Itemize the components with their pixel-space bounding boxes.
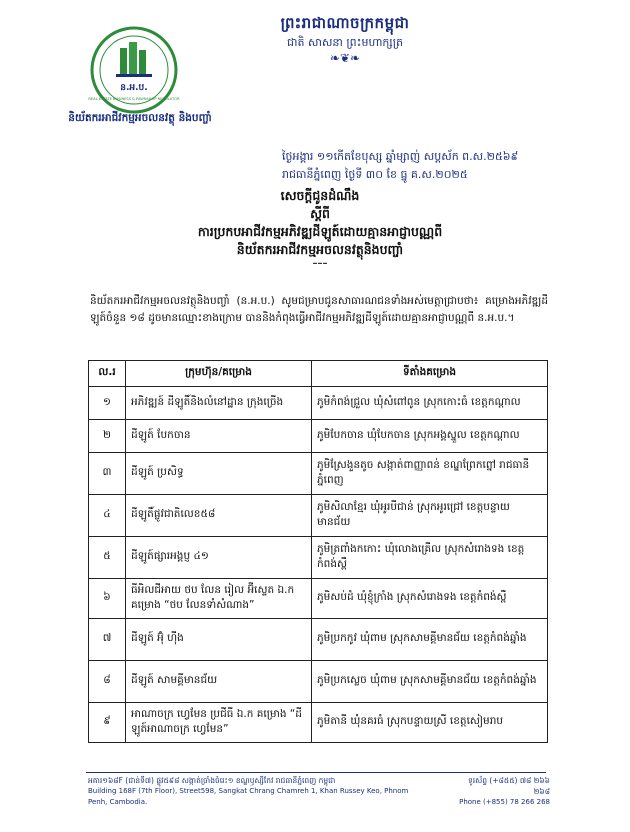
phone-english: Phone (+855) 78 266 268 — [459, 798, 550, 806]
row-number: ៦ — [89, 579, 126, 619]
footer-divider — [86, 772, 546, 773]
table-row — [89, 453, 548, 495]
row-location: ភូមិសប់ដំ ឃុំខ្ញុំក្រាំង ស្រុកសំរោងទង ខេត្តកំពង់ស្ពឺ — [312, 579, 548, 619]
kingdom-line-2: ជាតិ សាសនា ព្រះមហាក្សត្រ — [287, 36, 403, 49]
table-row — [89, 579, 548, 619]
row-number: ៩ — [89, 703, 126, 743]
row-number: ៣ — [89, 453, 126, 495]
table-row — [89, 703, 548, 743]
footer-phone — [450, 775, 550, 808]
row-number: ២ — [89, 420, 126, 453]
row-name: ដីឡូត៍ បែកចាន — [126, 420, 312, 453]
row-name: ដីឡូត៍ ប្រសិទ្ធ — [126, 453, 312, 495]
row-location: ភូមិត្រពាំងកកោះ ឃុំលោងគ្រើល ស្រុកសំរោងទង ខេត្តកំពង់ស្ពឺ — [312, 537, 548, 579]
lunar-date: ថ្ងៃអង្គារ ១១កើតខែបុស្ស ឆ្នាំម្សាញ់ សប្តស័ក ព.ស.២៥៦៩ — [282, 150, 519, 163]
title-line-1: សេចក្តីជូនដំណឹង — [280, 188, 360, 203]
organization-name: និយ័តករអាជីវកម្មអចលនវត្ថុ និងបញ្ចាំ — [68, 112, 212, 124]
projects-table — [88, 360, 548, 743]
footer-address — [88, 775, 418, 808]
row-name: អភិវឌ្ឍន៍ ដីឡូតិ៍និងលំនៅដ្ឋាន ក្រុងច្រើង — [126, 387, 312, 420]
title-line-2: ស្តីពី — [310, 206, 330, 221]
table-row — [89, 537, 548, 579]
solar-date: រាជធានីភ្នំពេញ ថ្ងៃទី ៣០ ខែ ធ្នូ គ.ស.២០២៥ — [282, 168, 468, 181]
row-number: ៥ — [89, 537, 126, 579]
table-row — [89, 495, 548, 537]
row-location: ភូមិបែកចាន ឃុំបែកចាន ស្រុកអង្គស្នួល ខេត្តកណ្តាល — [312, 420, 548, 453]
title-line-3: ការប្រកបអាជីវកម្មអភិវឌ្ឍដីឡូត៍ដោយគ្មានអាជ្ញាបណ្ណពី — [197, 224, 443, 239]
organization-logo — [88, 24, 180, 116]
row-name: ដីឡូត៍ អ៊ុំ ហ៊ីង — [126, 619, 312, 661]
row-location: ភូមិប្រកស្លេច ឃុំពាម ស្រុកសាមគ្គីមានជ័យ ខេត្តកំពង់ឆ្នាំង — [312, 661, 548, 703]
row-location: ភូមិតានី ឃុំនគរធំ ស្រុកបន្ទាយស្រី ខេត្តសៀមរាប — [312, 703, 548, 743]
header-location: ទីតាំងគម្រោង — [312, 361, 548, 387]
row-number: ៨ — [89, 661, 126, 703]
title-divider: ––– — [312, 258, 328, 269]
address-khmer: អគារ១៦៨F (ជាន់ទី៧) ផ្លូវ៥៩៨ សង្កាត់ច្រាំងចំរេះ១ ខណ្ឌឫស្សីកែវ រាជធានីភ្នំពេញ កម្ពុជា — [88, 776, 336, 785]
table-row — [89, 387, 548, 420]
header-company: ក្រុមហ៊ុន/គម្រោង — [126, 361, 312, 387]
row-number: ១ — [89, 387, 126, 420]
logo-abbr: ន.អ.ប. — [120, 83, 148, 93]
table-row — [89, 661, 548, 703]
phone-khmer: ទូរស័ព្ទ (+៨៥៥) ៧៨ ២៦៦ ២៦៨ — [467, 776, 550, 796]
row-name: អាណាចក្រ ហ្វេមែន ប្រជីធី ឯ.ក គម្រោង “ដីឡូត៍អាណាចក្រ ហ្វេមែន” — [126, 703, 312, 743]
row-location: ភូមិកំពង់ជ្រួល ឃុំសំពៅពូន ស្រុកកោះធំ ខេត្តកណ្តាល — [312, 387, 548, 420]
table-row — [89, 420, 548, 453]
row-name: ធីអិលជីអាយ ថប លែន រៀល អ៊ីស្ទេត ឯ.ក គម្រោង “ថប លែនទាំសំណាង” — [126, 579, 312, 619]
row-number: ៧ — [89, 619, 126, 661]
row-number: ៤ — [89, 495, 126, 537]
notice-title — [160, 187, 480, 269]
kingdom-header — [215, 12, 475, 64]
kingdom-line-1: ព្រះរាជាណាចក្រកម្ពុជា — [280, 14, 410, 32]
row-name: ដីឡូតិ៍ផ្លូវជាតិលេខ៥៨ — [126, 495, 312, 537]
table-header-row — [89, 361, 548, 387]
intro-paragraph: និយ័តករអាជីវកម្មអចលនវត្ថុនិងបញ្ចាំ (ន.អ.ប.) សូមជម្រាបជូនសាធារណជនទាំងអស់មេត្តាជ្រាបថា៖ គម្រោងអភិវឌ្ឍដីឡូត៍ចំនួន ១៨ ដូចមានឈ្មោះខាងក្រោម បាននិងកំពុងធ្វើអាជីវកម្មអភិវឌ្ឍដីឡូត៍ដោយគ្មានអាជ្ញាបណ្ណពី ន.អ.ប.។ — [90, 295, 548, 324]
table-row — [89, 619, 548, 661]
header-number: ល.រ — [89, 361, 126, 387]
ornament: ❧❦❧ — [329, 51, 361, 65]
address-english: Building 168F (7th Floor), Street598, Sangkat Chrang Chamreh 1, Khan Russey Keo, Phnom Penh, Cambodia. — [88, 787, 409, 806]
logo-caption: REAL ESTATE BUSINESS & PAWNSHOP REGULATOR — [88, 97, 180, 101]
title-line-4: និយ័តករអាជីវកម្មអចលនវត្ថុនិងបញ្ចាំ — [236, 242, 404, 257]
row-location: ភូមិស្រែងួនតូច សង្កាត់ពាញ្ញាពន់ ខណ្ឌព្រែកព្នៅ រាជធានីភ្នំពេញ — [312, 453, 548, 495]
row-name: ដីឡូត៍ផ្សារអង្គប្ញ ៤១ — [126, 537, 312, 579]
row-name: ដីឡូត៍ សាមគ្គីមានជ័យ — [126, 661, 312, 703]
row-location: ភូមិសិលាខ្មែរ ឃុំអូរបីជាន់ ស្រុកអូរជ្រៅ ខេត្តបន្ទាយមានជ័យ — [312, 495, 548, 537]
row-location: ភូមិប្រកកូវ ឃុំពាម ស្រុកសាមគ្គីមានជ័យ ខេត្តកំពង់ឆ្នាំង — [312, 619, 548, 661]
